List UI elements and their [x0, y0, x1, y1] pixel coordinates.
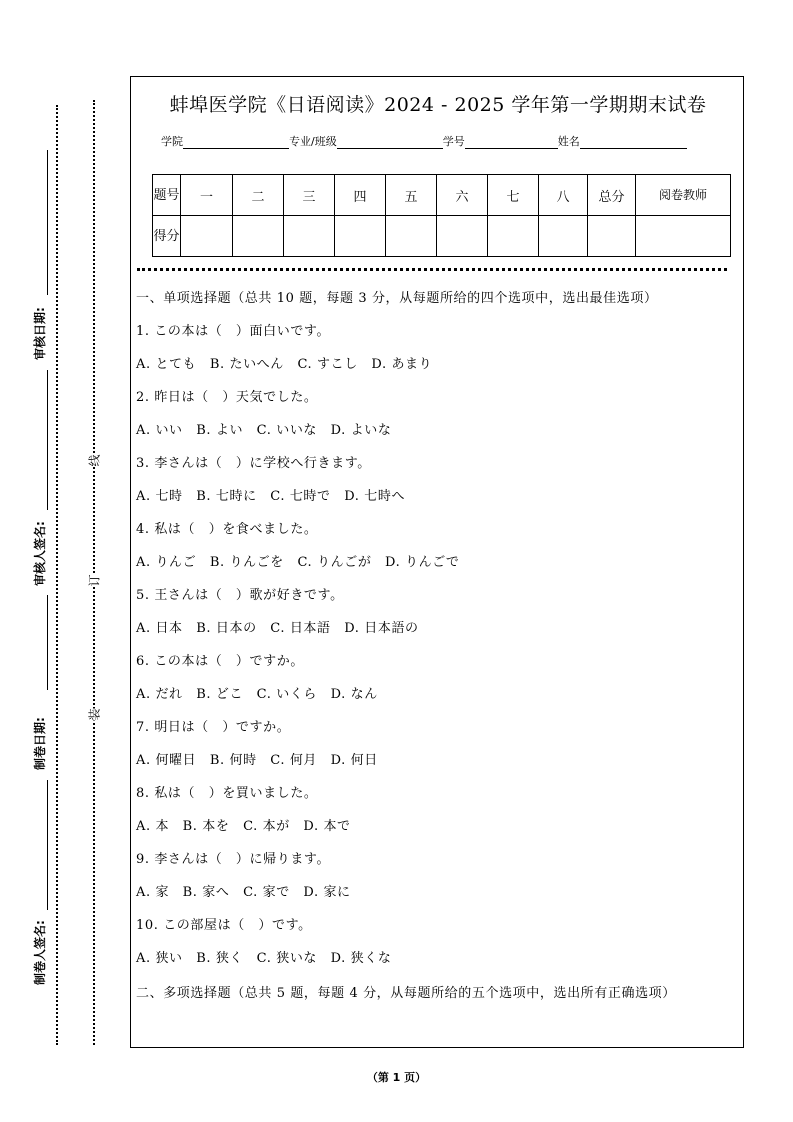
question-8: 8. 私は（ ）を買いました。 [136, 786, 318, 801]
question-5: 5. 王さんは（ ）歌が好きです。 [136, 588, 344, 603]
exam-title: 蚌埠医学院《日语阅读》2024 - 2025 学年第一学期期末试卷 [169, 94, 707, 116]
question-9: 9. 李さんは（ ）に帰ります。 [136, 852, 331, 867]
binding-char-zhuang: 装 [87, 708, 102, 721]
student-info-row [161, 133, 687, 149]
question-number-head: 题号 [153, 175, 181, 216]
binding-char-xian: 线 [87, 454, 102, 467]
auditor-sign-label: 审核人签名: [33, 521, 47, 586]
binding-dotted-line [93, 100, 95, 1045]
score-cell-1[interactable] [181, 216, 233, 257]
name-blank[interactable] [580, 136, 687, 149]
maker-sign-label: 制卷人签名: [33, 920, 47, 985]
column-7: 七 [488, 175, 539, 216]
question-1: 1. この本は（ ）面白いです。 [136, 324, 331, 339]
question-6-options: A. だれ B. どこ C. いくら D. なん [136, 687, 378, 702]
question-7: 7. 明日は（ ）ですか。 [136, 720, 291, 735]
question-8-options: A. 本 B. 本を C. 本が D. 本で [136, 819, 351, 834]
margin-dotted-line-outer [56, 105, 58, 1045]
name-label: 姓名 [557, 135, 580, 148]
maker-date-label: 制卷日期: [33, 717, 47, 770]
question-4-options: A. りんご B. りんごを C. りんごが D. りんごで [136, 555, 460, 570]
question-2: 2. 昨日は（ ）天気でした。 [136, 390, 318, 405]
score-table [152, 174, 731, 257]
score-table-header-row [153, 175, 731, 216]
college-blank[interactable] [183, 136, 289, 149]
question-7-options: A. 何曜日 B. 何時 C. 何月 D. 何日 [136, 753, 378, 768]
score-cell-7[interactable] [488, 216, 539, 257]
question-5-options: A. 日本 B. 日本の C. 日本語 D. 日本語の [136, 621, 419, 636]
column-8: 八 [539, 175, 588, 216]
question-6: 6. この本は（ ）ですか。 [136, 654, 304, 669]
score-cell-2[interactable] [233, 216, 284, 257]
question-1-options: A. とても B. たいへん C. すこし D. あまり [136, 357, 433, 372]
score-cell-8[interactable] [539, 216, 588, 257]
exam-frame [130, 76, 744, 1048]
score-cell-4[interactable] [335, 216, 386, 257]
binding-char-ding: 订 [87, 574, 102, 587]
maker-sign-line [47, 780, 48, 910]
column-3: 三 [284, 175, 335, 216]
reviewer-head: 阅卷教师 [636, 175, 731, 216]
score-cell-6[interactable] [437, 216, 488, 257]
student-id-blank[interactable] [465, 136, 558, 149]
dotted-separator [137, 268, 727, 271]
maker-date-line [47, 595, 48, 690]
score-cell-3[interactable] [284, 216, 335, 257]
question-10: 10. この部屋は（ ）です。 [136, 918, 312, 933]
auditor-date-line [47, 150, 48, 295]
column-1: 一 [181, 175, 233, 216]
student-id-label: 学号 [442, 135, 465, 148]
column-total: 总分 [588, 175, 636, 216]
question-3-options: A. 七時 B. 七時に C. 七時で D. 七時へ [136, 489, 406, 504]
auditor-sign-line [47, 370, 48, 510]
score-table-score-row [153, 216, 731, 257]
section1-heading: 一、单项选择题（总共 10 题，每题 3 分，从每题所给的四个选项中，选出最佳选项） [136, 291, 658, 306]
column-5: 五 [386, 175, 437, 216]
question-3: 3. 李さんは（ ）に学校へ行きます。 [136, 456, 371, 471]
auditor-date-label: 审核日期: [33, 307, 47, 360]
major-label: 专业/班级 [289, 135, 337, 148]
score-cell-total[interactable] [588, 216, 636, 257]
column-4: 四 [335, 175, 386, 216]
column-2: 二 [233, 175, 284, 216]
question-9-options: A. 家 B. 家へ C. 家で D. 家に [136, 885, 351, 900]
score-cell-5[interactable] [386, 216, 437, 257]
section2-heading: 二、多项选择题（总共 5 题，每题 4 分，从每题所给的五个选项中，选出所有正确选项） [136, 986, 676, 1001]
major-blank[interactable] [337, 136, 443, 149]
column-6: 六 [437, 175, 488, 216]
score-row-head: 得分 [153, 216, 181, 257]
score-cell-reviewer[interactable] [636, 216, 731, 257]
question-4: 4. 私は（ ）を食べました。 [136, 522, 318, 537]
question-10-options: A. 狭い B. 狭く C. 狭いな D. 狭くな [136, 951, 392, 966]
question-2-options: A. いい B. よい C. いいな D. よいな [136, 423, 392, 438]
page-footer: （第 1 页） [366, 1071, 427, 1084]
college-label: 学院 [161, 135, 183, 148]
